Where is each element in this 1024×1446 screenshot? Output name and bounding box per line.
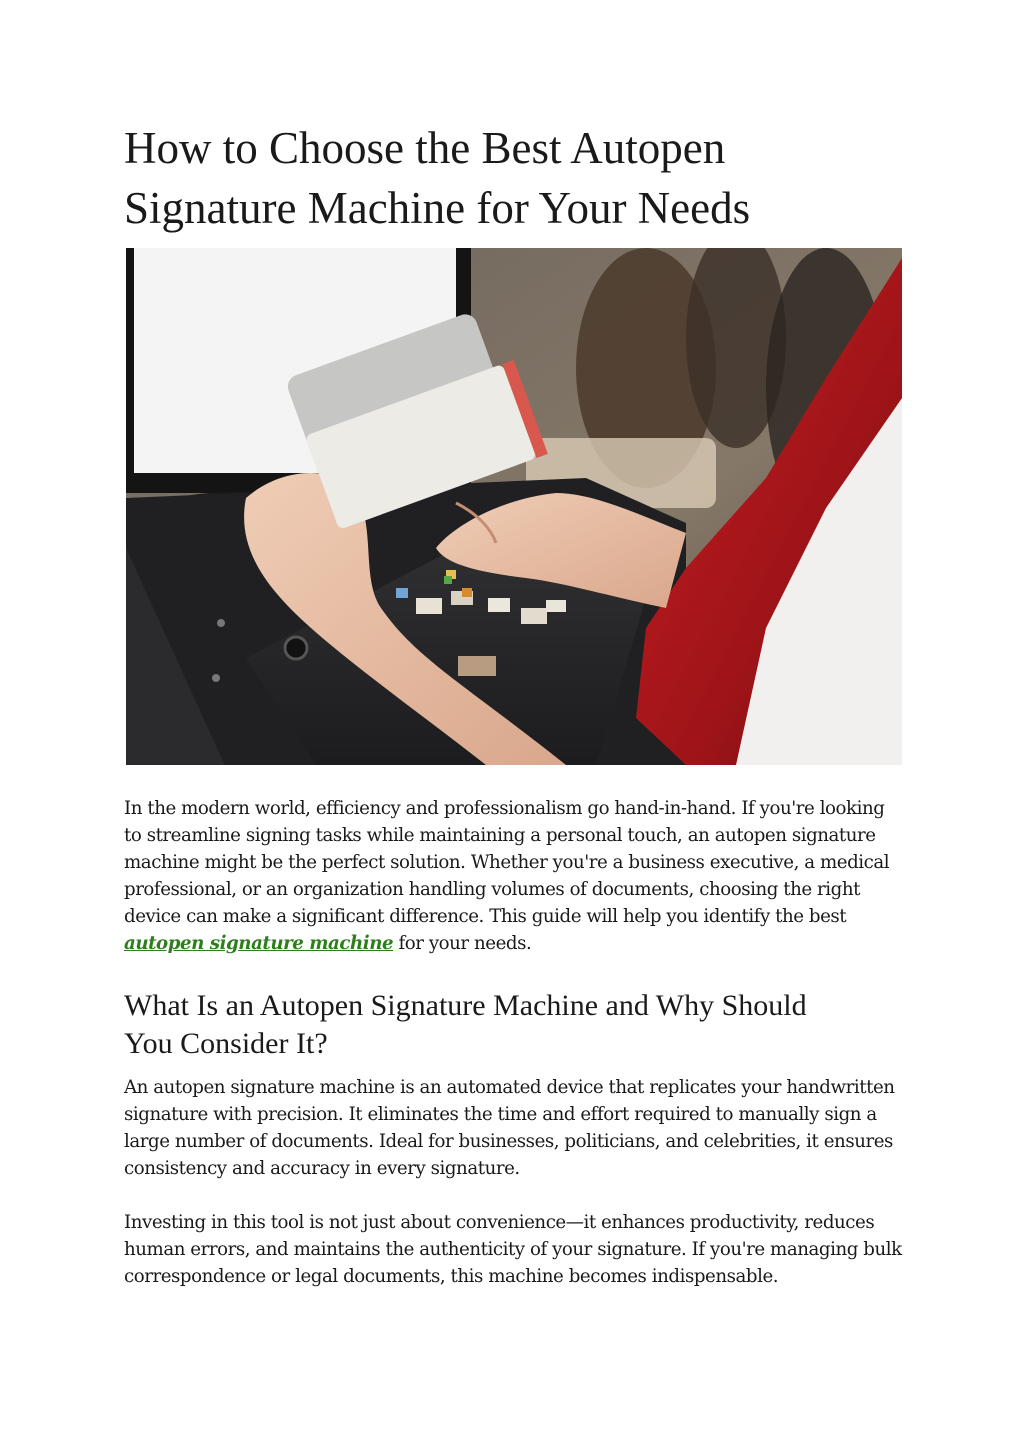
intro-text: In the modern world, efficiency and professionalism go hand-in-hand. If you're looking to streamline signing tasks while maintaining a personal touch, an autopen signature machine might be the perfect solution. Whether you're a business executive, a medical professional, or an organization handling volumes of documents, choosing the right device can make a significant difference. This guide will help you identify the best: [124, 798, 890, 927]
intro-text-end: for your needs.: [393, 933, 532, 954]
section-heading-line-1: What Is an Autopen Signature Machine and Why Should: [124, 989, 807, 1022]
section-paragraph-1: An autopen signature machine is an automated device that replicates your handwritten signature with precision. It eliminates the time and effort required to manually sign a large number of documents. Ideal for businesses, politicians, and celebrities, it ensures consistency and accuracy in every signature.: [124, 1077, 895, 1179]
article-title: [124, 118, 904, 238]
section-paragraph-2: Investing in this tool is not just about convenience—it enhances productivity, reduces human errors, and maintains the authenticity of your signature. If you're managing bulk correspondence or legal documents, this machine becomes indispensable.: [124, 1212, 902, 1287]
autopen-machine-link[interactable]: autopen signature machine: [124, 933, 394, 954]
kiosk-photo: [126, 248, 902, 765]
title-line-2: Signature Machine for Your Needs: [124, 183, 751, 233]
section-heading-line-2: You Consider It?: [124, 1027, 328, 1060]
title-line-1: How to Choose the Best Autopen: [124, 123, 726, 173]
section-heading: [124, 987, 904, 1063]
hero-image: [126, 248, 902, 765]
intro-paragraph: [124, 795, 904, 957]
